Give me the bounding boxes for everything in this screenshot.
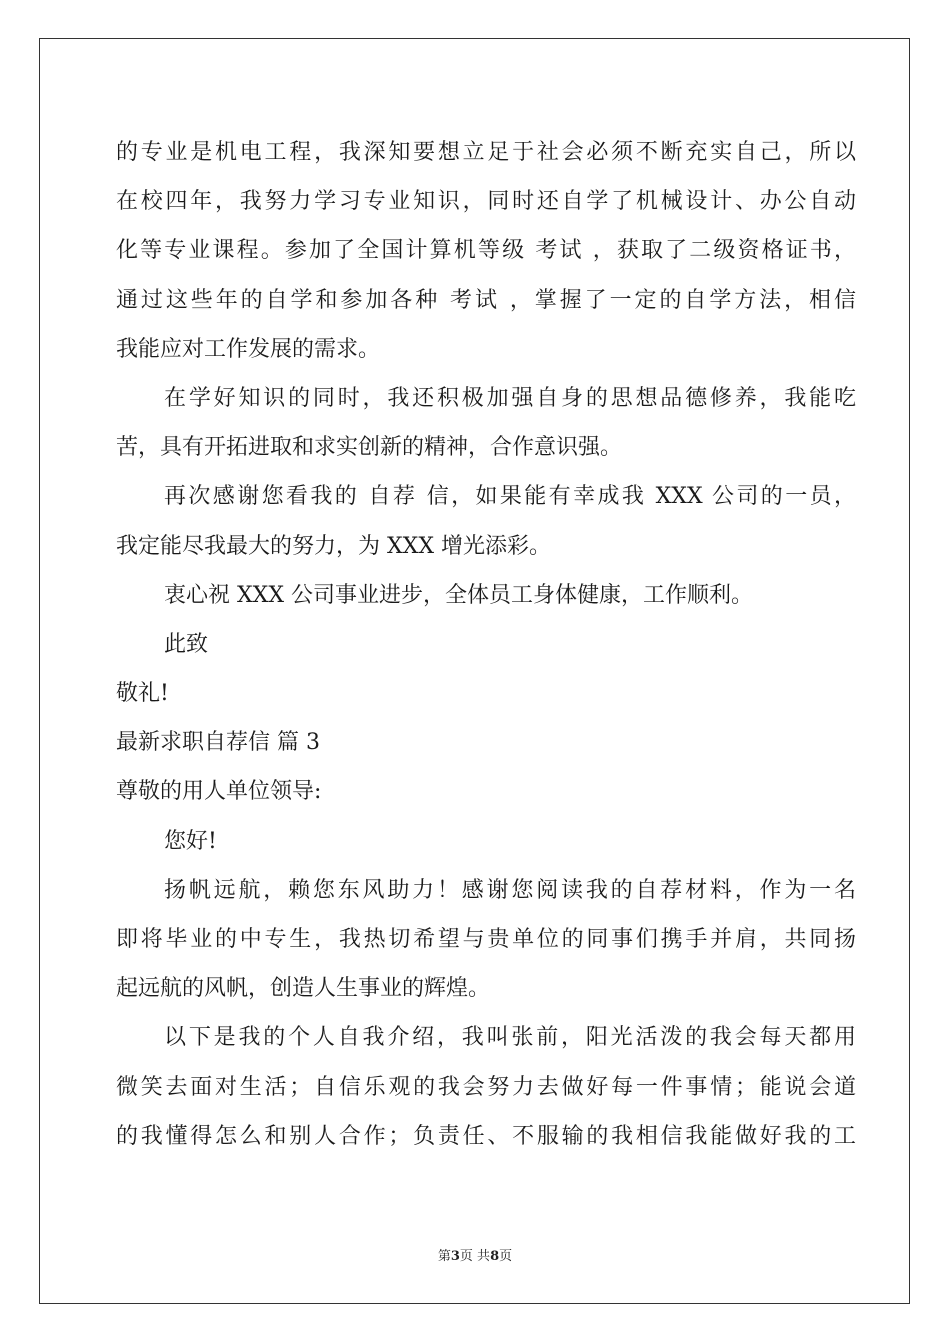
text-line-1: 的专业是机电工程，我深知要想立足于社会必须不断充实自己，所以 — [116, 140, 856, 165]
text-line-16: 扬帆远航，赖您东风助力！感谢您阅读我的自荐材料，作为一名 — [164, 877, 856, 903]
text-line-19: 以下是我的个人自我介绍，我叫张前，阳光活泼的我会每天都用 — [164, 1025, 856, 1051]
section-heading: 最新求职自荐信 篇 3 — [116, 730, 320, 756]
text-line-6: 在学好知识的同时，我还积极加强自身的思想品德修养，我能吃 — [164, 385, 856, 411]
text-line-2: 在校四年，我努力学习专业知识，同时还自学了机械设计、办公自动 — [116, 189, 856, 215]
footer-middle: 页 共 — [459, 1249, 491, 1264]
text-line-4: 通过这些年的自学和参加各种 考试 ，掌握了一定的自学方法，相信 — [116, 287, 856, 313]
text-line-8: 再次感谢您看我的 自荐 信，如果能有幸成我 XXX 公司的一员， — [164, 484, 856, 510]
closing-salutation: 此致 — [164, 631, 209, 657]
letter-addressee: 尊敬的用人单位领导: — [116, 779, 322, 805]
text-line-17: 即将毕业的中专生，我热切希望与贵单位的同事们携手并肩，共同扬 — [116, 927, 856, 952]
footer-prefix: 第 — [437, 1249, 451, 1264]
footer-suffix: 页 — [499, 1249, 513, 1264]
text-line-3: 化等专业课程。参加了全国计算机等级 考试 ，获取了二级资格证书， — [116, 238, 856, 264]
text-line-20: 微笑去面对生活；自信乐观的我会努力去做好每一件事情；能说会道 — [116, 1074, 856, 1100]
text-line-21: 的我懂得怎么和别人合作；负责任、不服输的我相信我能做好我的工 — [116, 1123, 856, 1149]
footer-total-pages: 8 — [490, 1249, 500, 1264]
text-line-18: 起远航的风帆，创造人生事业的辉煌。 — [116, 976, 491, 1002]
text-line-10: 衷心祝 XXX 公司事业进步，全体员工身体健康，工作顺利。 — [164, 582, 753, 608]
closing-regards: 敬礼! — [116, 681, 169, 707]
letter-greeting: 您好! — [164, 828, 217, 854]
footer-current-page: 3 — [450, 1249, 460, 1264]
document-body — [116, 128, 856, 1161]
text-line-5: 我能应对工作发展的需求。 — [116, 336, 381, 362]
page-footer — [0, 1249, 950, 1265]
text-line-7: 苦，具有开拓进取和求实创新的精神，合作意识强。 — [116, 435, 623, 461]
text-line-9: 我定能尽我最大的努力，为 XXX 增光添彩。 — [116, 533, 551, 559]
